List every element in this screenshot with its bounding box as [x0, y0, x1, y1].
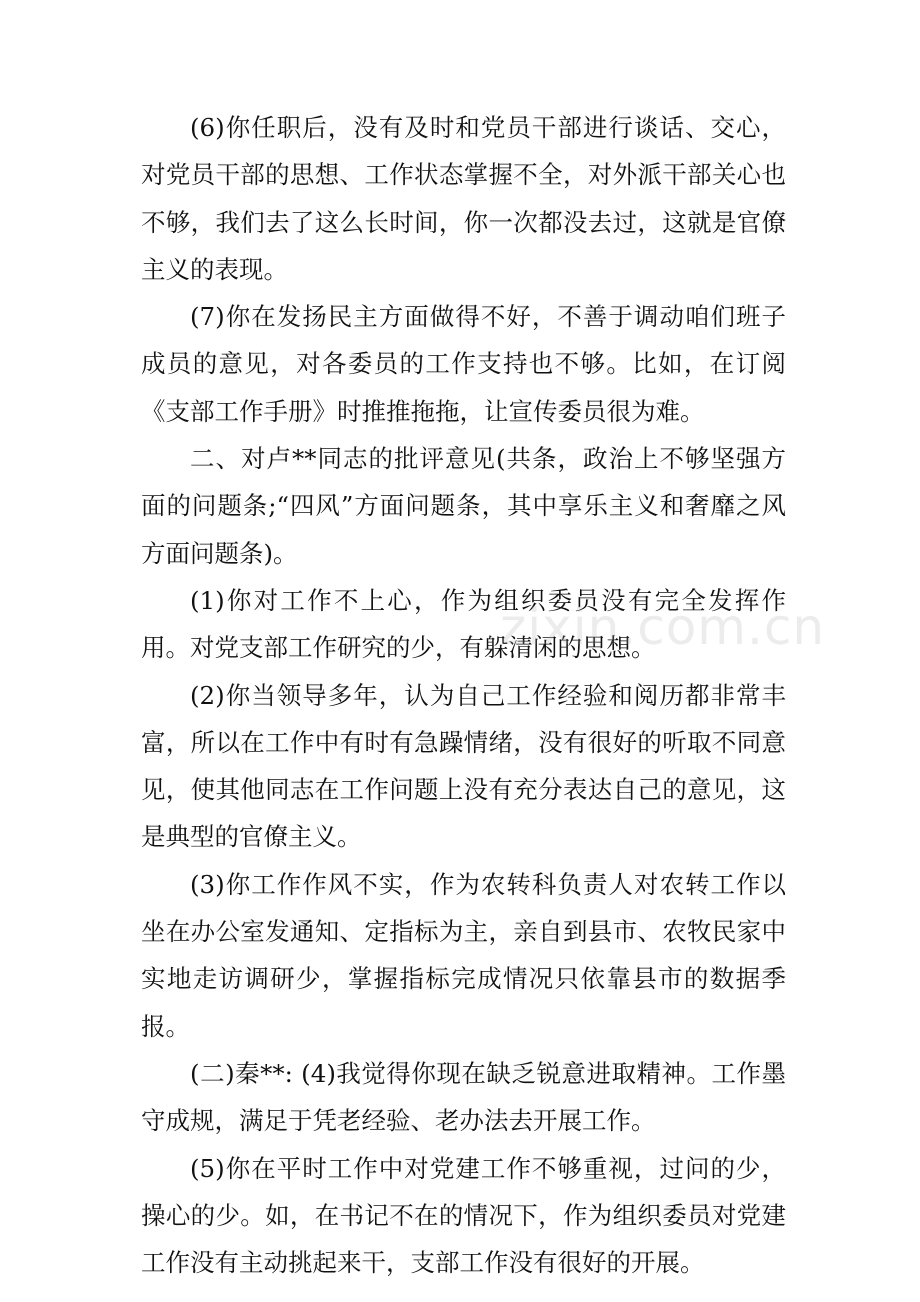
paragraph-6-criticism: (6)你任职后，没有及时和党员干部进行谈话、交心，对党员干部的思想、工作状态掌握不全，对外派干部关心也不够，我们去了这么长时间，你一次都没去过，这就是官僚主义的表现。	[141, 113, 786, 284]
paragraph-5-criticism: (5)你在平时工作中对党建工作不够重视，过问的少，操心的少。如，在书记不在的情况下，作为组织委员对党建工作没有主动挑起来干，支部工作没有很好的开展。	[141, 1153, 786, 1278]
paragraph-qin-4-criticism: (二)秦**: (4)我觉得你现在缺乏锐意进取精神。工作墨守成规，满足于凭老经验、老办法去开展工作。	[141, 1058, 786, 1136]
document-body	[141, 104, 786, 1286]
section-heading-lu: 二、对卢**同志的批评意见(共条，政治上不够坚强方面的问题条;“四风”方面问题条，其中享乐主义和奢靡之风方面问题条)。	[141, 444, 786, 568]
paragraph-3-criticism: (3)你工作作风不实，作为农转科负责人对农转工作以坐在办公室发通知、定指标为主，亲自到县市、农牧民家中实地走访调研少，掌握指标完成情况只依靠县市的数据季报。	[141, 869, 786, 1041]
paragraph-2-criticism: (2)你当领导多年，认为自己工作经验和阅历都非常丰富，所以在工作中有时有急躁情绪，没有很好的听取不同意见，使其他同志在工作问题上没有充分表达自己的意见，这是典型的官僚主义。	[141, 680, 786, 852]
paragraph-1-criticism: (1)你对工作不上心，作为组织委员没有完全发挥作用。对党支部工作研究的少，有躲清闲的思想。	[141, 585, 786, 663]
watermark: zixin.com.cn	[500, 598, 826, 656]
paragraph-7-criticism: (7)你在发扬民主方面做得不好，不善于调动咱们班子成员的意见，对各委员的工作支持也不够。比如，在订阅《支部工作手册》时推推拖拖，让宣传委员很为难。	[141, 302, 786, 426]
